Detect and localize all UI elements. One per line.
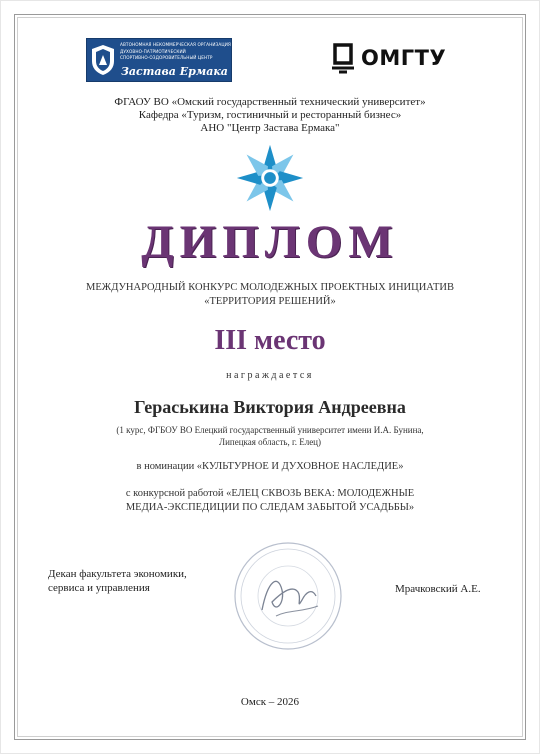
diploma-title: ДИПЛОМ — [141, 216, 399, 268]
place-and-year: Омск – 2026 — [240, 696, 300, 708]
contest-subtitle: «ТЕРРИТОРИЯ РЕШЕНИЙ» — [204, 296, 336, 307]
recipient-details-line1: (1 курс, ФГБОУ ВО Елецкий государственный университет имени И.А. Бунина, — [116, 425, 424, 435]
logo-name: Застава Ермака — [121, 65, 228, 78]
signatory-position-line2: сервиса и управления — [48, 582, 150, 594]
recipient-name: Гераськина Виктория Андреевна — [134, 397, 406, 417]
logo-org-line3: СПОРТИВНО-ОЗДОРОВИТЕЛЬНЫЙ ЦЕНТР — [120, 55, 213, 60]
signatory-position-line1: Декан факультета экономики, — [48, 568, 187, 580]
contest-name: МЕЖДУНАРОДНЫЙ КОНКУРС МОЛОДЕЖНЫХ ПРОЕКТНЫХ ИНИЦИАТИВ — [86, 282, 454, 293]
organizer-department: Кафедра «Туризм, гостиничный и ресторанный бизнес» — [138, 109, 402, 121]
omgtu-mark-icon — [331, 41, 355, 75]
award-place: III место — [214, 325, 326, 356]
signatory-position — [48, 567, 187, 595]
zastava-ermaka-logo — [86, 38, 232, 82]
logo-org-type: АВТОНОМНАЯ НЕКОММЕРЧЕСКАЯ ОРГАНИЗАЦИЯ — [120, 42, 231, 47]
awarded-label: награждается — [226, 370, 314, 381]
omgtu-name: ОМГТУ — [361, 46, 447, 70]
star-emblem-icon — [231, 142, 309, 214]
work-title-line1: с конкурсной работой «ЕЛЕЦ СКВОЗЬ ВЕКА: МОЛОДЕЖНЫЕ — [125, 488, 415, 499]
signatory-name: Мрачковский А.Е. — [395, 583, 481, 595]
official-stamp — [232, 540, 344, 652]
recipient-details-line2: Липецкая область, г. Елец) — [218, 437, 321, 447]
work-title-line2: МЕДИА-ЭКСПЕДИЦИИ ПО СЛЕДАМ ЗАБЫТОЙ УСАДЬБЫ» — [125, 502, 415, 513]
organizer-center: АНО "Центр Застава Ермака" — [200, 122, 340, 134]
organizer-university: ФГАОУ ВО «Омский государственный технический университет» — [114, 96, 426, 108]
shield-emblem-icon — [90, 43, 116, 77]
nomination: в номинации «КУЛЬТУРНОЕ И ДУХОВНОЕ НАСЛЕДИЕ» — [136, 461, 404, 472]
logo-org-line2: ДУХОВНО-ПАТРИОТИЧЕСКИЙ — [120, 49, 186, 54]
